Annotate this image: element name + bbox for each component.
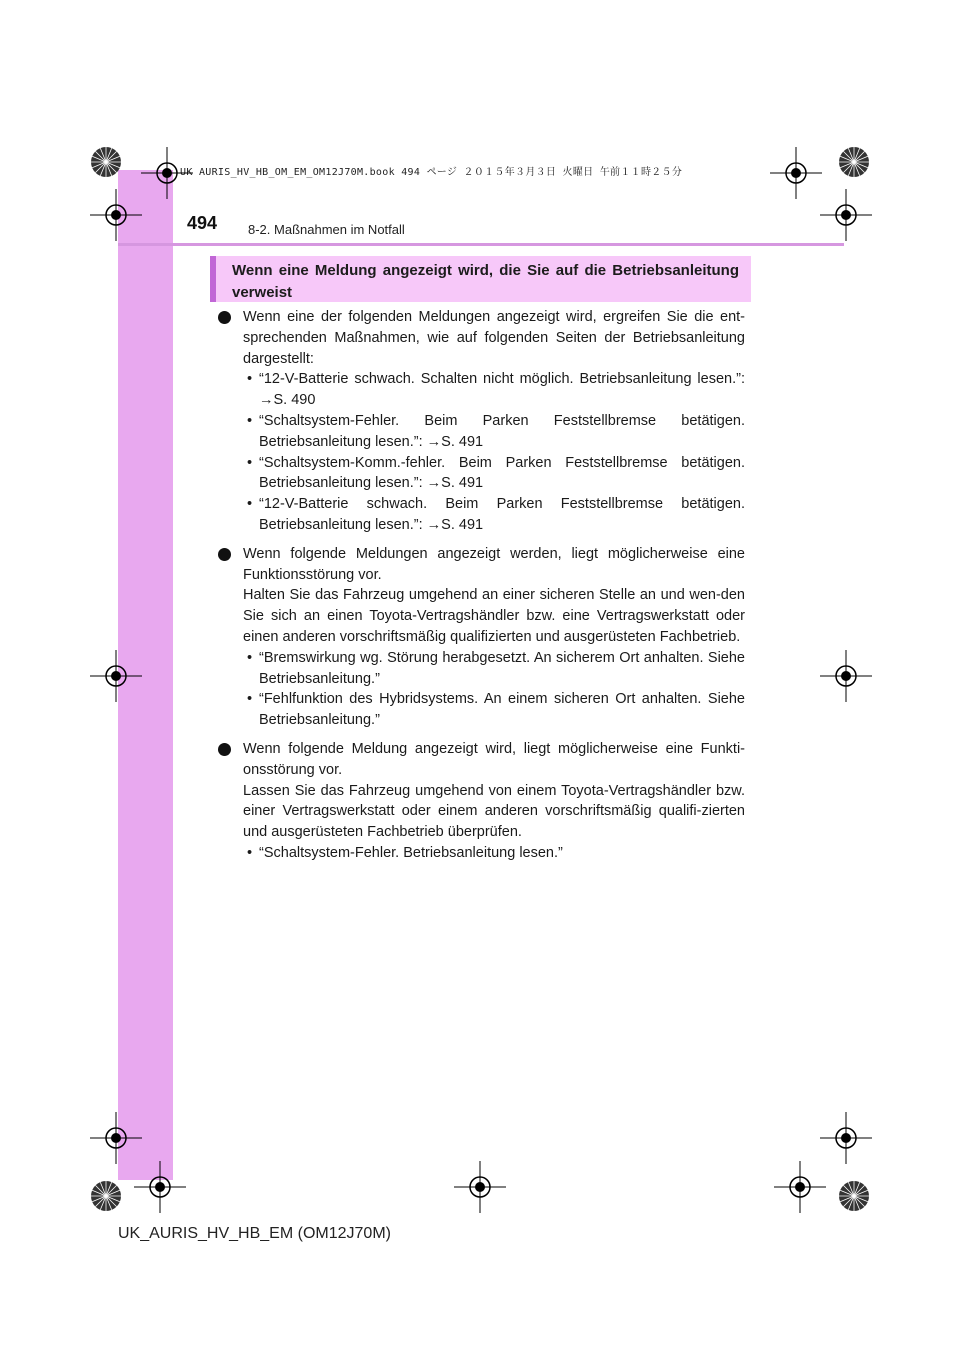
sunburst-mark-icon (90, 1180, 122, 1217)
sub-item-text: “Schaltsystem-Fehler. Beim Parken Feststellbremse betätigen. Betriebsanleitung lesen.”: (259, 412, 745, 450)
sub-item-text: “12-V-Batterie schwach. Schalten nicht möglich. Betriebsanleitung lesen.”: (259, 371, 745, 388)
list-item (215, 739, 745, 864)
sunburst-mark-icon (90, 146, 122, 183)
sub-item (243, 689, 745, 731)
registration-mark-icon (820, 189, 872, 241)
item-paragraph: Lassen Sie das Fahrzeug umgehend von einem Toyota-Vertragshändler bzw. einer Vertragswerkstatt oder einem anderen vorschriftsmäßig qualifi-zierten und ausgerüsteten Fachbetrieb überprüfen. (243, 782, 745, 841)
bullet-icon (218, 311, 231, 324)
sub-item-text: “12-V-Batterie schwach. Beim Parken Feststellbremse betätigen. Betriebsanleitung lesen.”: (259, 496, 745, 533)
sub-bullet-icon: • (247, 691, 253, 708)
sub-bullet-icon: • (247, 454, 253, 471)
registration-mark-icon (90, 189, 142, 241)
sub-item-text: “Schaltsystem-Komm.-fehler. Beim Parken Feststellbremse betätigen. Betriebsanleitung lesen.”: (259, 454, 745, 492)
item-paragraph: Wenn folgende Meldung angezeigt wird, liegt möglicherweise eine Funkti-onsstörung vor. (243, 740, 745, 778)
arrow-icon: → (426, 516, 442, 533)
sub-item-text: “Schaltsystem-Fehler. Betriebsanleitung lesen.” (259, 844, 563, 861)
list-item (215, 544, 745, 731)
topic-heading: Wenn eine Meldung angezeigt wird, die Sie auf die Betriebsanleitung verweist (232, 262, 739, 301)
sub-item (243, 494, 745, 536)
page-reference: S. 491 (441, 475, 484, 492)
registration-mark-icon (90, 650, 142, 702)
registration-mark-icon (820, 650, 872, 702)
arrow-icon: → (426, 475, 442, 492)
sunburst-mark-icon (838, 146, 870, 183)
registration-mark-icon (90, 1112, 142, 1164)
sunburst-mark-icon (838, 1180, 870, 1217)
arrow-icon: → (259, 392, 274, 409)
sub-bullet-icon: • (247, 844, 253, 861)
sub-item (243, 453, 745, 495)
registration-mark-icon (770, 147, 822, 199)
bullet-icon (218, 743, 231, 756)
topic-heading-box (210, 256, 751, 302)
item-paragraph: Wenn eine der folgenden Meldungen angezeigt wird, ergreifen Sie die ent-sprechenden Maßnahmen, wie auf folgenden Seiten der Betriebsanleitung dargestellt: (243, 309, 745, 367)
arrow-icon: → (426, 433, 442, 450)
page-reference: S. 491 (441, 516, 484, 533)
item-paragraph: Wenn folgende Meldungen angezeigt werden, liegt möglicherweise eine Funktionsstörung vor. (243, 545, 745, 583)
document-code: UK_AURIS_HV_HB_EM (OM12J70M) (118, 1225, 391, 1242)
section-title: 8-2. Maßnahmen im Notfall (248, 222, 405, 237)
registration-mark-icon (454, 1161, 506, 1213)
sub-bullet-icon: • (247, 649, 253, 666)
registration-mark-icon (820, 1112, 872, 1164)
sub-bullet-icon: • (247, 412, 253, 429)
page-reference: S. 490 (273, 392, 316, 409)
page-reference: S. 491 (441, 433, 484, 450)
registration-mark-icon (134, 1161, 186, 1213)
sub-item (243, 648, 745, 690)
registration-mark-icon (141, 147, 193, 199)
bullet-icon (218, 548, 231, 561)
sub-item-text: “Fehlfunktion des Hybridsystems. An einem sicheren Ort anhalten. Siehe Betriebsanleitung.” (259, 691, 745, 729)
content-body (215, 307, 745, 872)
sub-item (243, 843, 745, 864)
registration-mark-icon (774, 1161, 826, 1213)
page-number: 494 (187, 213, 218, 233)
print-info-line: UK AURIS_HV_HB_OM_EM_OM12J70M.book 494 ページ ２０１５年３月３日 火曜日 午前１１時２５分 (180, 167, 683, 178)
sub-bullet-icon: • (247, 496, 253, 513)
sub-item (243, 411, 745, 453)
item-paragraph: Halten Sie das Fahrzeug umgehend an einer sicheren Stelle an und wen-den Sie sich an einen Toyota-Vertragshändler bzw. eine Vertragswerkstatt oder einen anderen vorschriftsmäßig qualifizierten und ausgerüsteten Fachbetrieb. (243, 587, 745, 645)
list-item (215, 307, 745, 536)
sub-bullet-icon: • (247, 371, 253, 388)
sub-item-text: “Bremswirkung wg. Störung herabgesetzt. An sicherem Ort anhalten. Siehe Betriebsanleitung.” (259, 649, 745, 687)
header-rule (118, 243, 844, 246)
sub-item (243, 369, 745, 411)
